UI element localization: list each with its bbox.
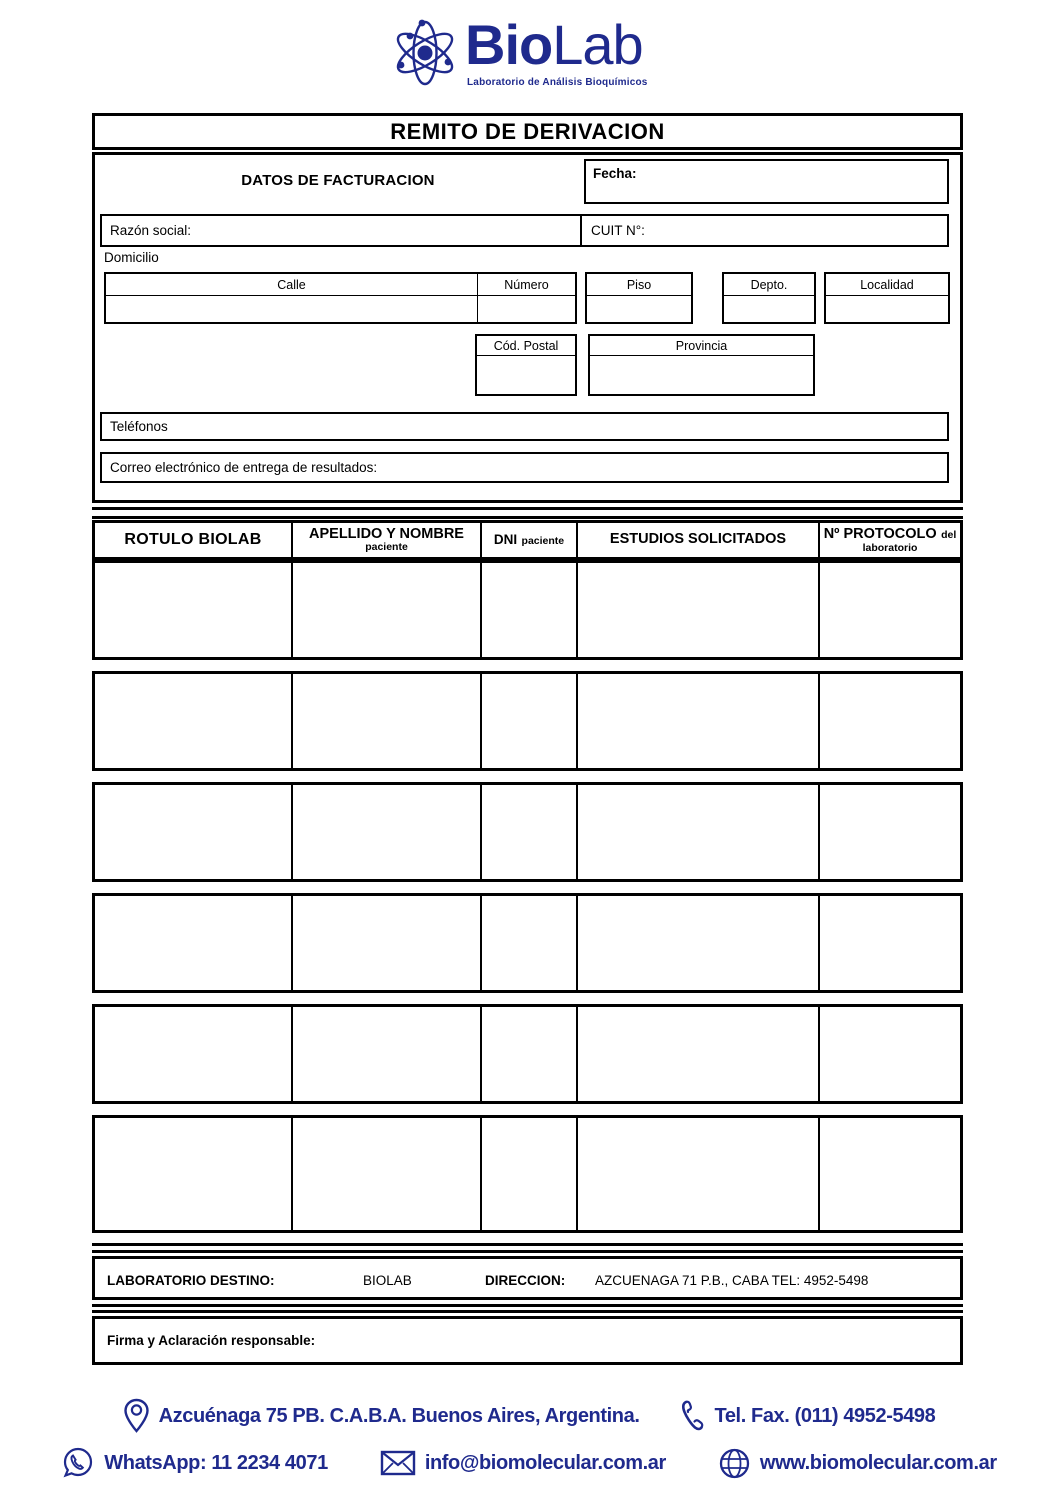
table-cell-estudios[interactable] xyxy=(576,785,818,879)
signature-field[interactable] xyxy=(92,1316,963,1365)
table-cell-dni[interactable] xyxy=(480,674,576,768)
biolab-logo xyxy=(391,14,648,92)
table-cell-rotulo[interactable] xyxy=(95,785,291,879)
localidad-field xyxy=(824,272,950,324)
piso-label: Piso xyxy=(587,274,691,296)
razon-cuit-row xyxy=(100,214,949,247)
table-cell-protocolo[interactable] xyxy=(818,674,960,768)
col-rotulo-title: ROTULO BIOLAB xyxy=(124,530,262,548)
localidad-label: Localidad xyxy=(826,274,948,296)
localidad-input[interactable] xyxy=(826,296,948,322)
depto-input[interactable] xyxy=(724,296,814,322)
separator-bar-top xyxy=(92,507,963,519)
direccion-value: AZCUENAGA 71 P.B., CABA TEL: 4952-5498 xyxy=(595,1273,869,1288)
table-cell-estudios[interactable] xyxy=(576,563,818,657)
cod-postal-input[interactable] xyxy=(477,356,575,394)
numero-input[interactable] xyxy=(477,296,575,322)
numero-label: Número xyxy=(477,274,575,296)
telefonos-field[interactable] xyxy=(100,412,949,441)
logo-subtitle: Laboratorio de Análisis Bioquímicos xyxy=(467,77,648,88)
table-row xyxy=(92,893,963,993)
telefonos-label: Teléfonos xyxy=(110,419,168,434)
col-protocolo-sub: laboratorio xyxy=(862,541,918,554)
table-body xyxy=(92,560,963,1233)
table-cell-rotulo[interactable] xyxy=(95,896,291,990)
footer-address-text: Azcuénaga 75 PB. C.A.B.A. Buenos Aires, Argentina. xyxy=(158,1404,640,1427)
table-cell-estudios[interactable] xyxy=(576,1007,818,1101)
signature-label: Firma y Aclaración responsable: xyxy=(107,1333,316,1348)
provincia-field xyxy=(588,334,815,396)
domicilio-label: Domicilio xyxy=(104,250,159,265)
cod-postal-label: Cód. Postal xyxy=(477,336,575,356)
table-cell-estudios[interactable] xyxy=(576,674,818,768)
table-cell-rotulo[interactable] xyxy=(95,674,291,768)
calle-label: Calle xyxy=(106,274,477,296)
billing-section xyxy=(92,152,963,503)
table-header xyxy=(92,520,963,560)
table-cell-rotulo[interactable] xyxy=(95,1118,291,1230)
footer-telfax-text: Tel. Fax. (011) 4952-5498 xyxy=(714,1404,936,1427)
table-row xyxy=(92,782,963,882)
col-dni-title: DNI paciente xyxy=(493,531,565,547)
table-cell-apellido[interactable] xyxy=(291,674,480,768)
atom-icon xyxy=(391,14,459,92)
piso-input[interactable] xyxy=(587,296,691,322)
cod-postal-field xyxy=(475,334,577,396)
table-cell-protocolo[interactable] xyxy=(818,785,960,879)
table-cell-protocolo[interactable] xyxy=(818,896,960,990)
footer-address xyxy=(123,1398,640,1434)
provincia-input[interactable] xyxy=(590,356,813,394)
table-cell-apellido[interactable] xyxy=(291,1007,480,1101)
col-protocolo-header xyxy=(818,523,960,557)
table-row xyxy=(92,560,963,660)
destination-row xyxy=(92,1256,963,1300)
calle-numero-field xyxy=(104,272,577,324)
cuit-label: CUIT N°: xyxy=(591,223,645,238)
table-row xyxy=(92,671,963,771)
col-apellido-title: APELLIDO Y NOMBRE xyxy=(309,525,464,542)
table-cell-estudios[interactable] xyxy=(576,896,818,990)
location-pin-icon xyxy=(123,1398,150,1434)
table-cell-dni[interactable] xyxy=(480,563,576,657)
provincia-label: Provincia xyxy=(590,336,813,356)
separator-bar-mid1 xyxy=(92,1243,963,1253)
calle-input[interactable] xyxy=(106,296,477,322)
col-apellido-sub: paciente xyxy=(365,541,408,554)
footer-line-2 xyxy=(0,1442,1058,1484)
col-estudios-header xyxy=(576,523,818,557)
table-cell-protocolo[interactable] xyxy=(818,1118,960,1230)
globe-icon xyxy=(718,1447,751,1480)
footer-line-1 xyxy=(0,1395,1058,1437)
correo-label: Correo electrónico de entrega de resultados: xyxy=(110,460,378,475)
table-row xyxy=(92,1004,963,1104)
footer-whatsapp xyxy=(61,1446,328,1480)
whatsapp-icon xyxy=(61,1446,95,1480)
lab-destino-label: LABORATORIO DESTINO: xyxy=(107,1273,275,1288)
table-cell-apellido[interactable] xyxy=(291,1118,480,1230)
correo-field[interactable] xyxy=(100,452,949,483)
envelope-icon xyxy=(380,1449,416,1477)
footer-email-text: info@biomolecular.com.ar xyxy=(424,1451,666,1474)
depto-label: Depto. xyxy=(724,274,814,296)
table-cell-dni[interactable] xyxy=(480,785,576,879)
logo-text xyxy=(465,14,648,88)
col-estudios-title: ESTUDIOS SOLICITADOS xyxy=(609,531,787,548)
table-cell-dni[interactable] xyxy=(480,896,576,990)
table-cell-apellido[interactable] xyxy=(291,896,480,990)
table-cell-dni[interactable] xyxy=(480,1007,576,1101)
table-cell-estudios[interactable] xyxy=(576,1118,818,1230)
footer-website-text: www.biomolecular.com.ar xyxy=(759,1451,997,1474)
table-cell-apellido[interactable] xyxy=(291,563,480,657)
cuit-field[interactable] xyxy=(580,216,947,245)
direccion-label: DIRECCION: xyxy=(485,1273,566,1288)
brand-name: BioLab xyxy=(465,13,643,76)
table-cell-protocolo[interactable] xyxy=(818,1007,960,1101)
billing-section-title: DATOS DE FACTURACION xyxy=(241,172,435,189)
col-protocolo-title: Nº PROTOCOLO del xyxy=(823,526,957,543)
fecha-label: Fecha: xyxy=(593,166,637,181)
piso-field xyxy=(585,272,693,324)
col-dni-header xyxy=(480,523,576,557)
footer-website xyxy=(718,1447,997,1480)
razon-social-field[interactable] xyxy=(102,216,580,245)
fecha-field[interactable] xyxy=(584,159,949,204)
footer-email xyxy=(380,1449,666,1477)
footer-whatsapp-text: WhatsApp: 11 2234 4071 xyxy=(104,1451,328,1474)
separator-bar-mid2 xyxy=(92,1304,963,1313)
phone-icon xyxy=(679,1399,705,1433)
table-cell-protocolo[interactable] xyxy=(818,563,960,657)
table-row xyxy=(92,1115,963,1233)
table-cell-apellido[interactable] xyxy=(291,785,480,879)
table-cell-dni[interactable] xyxy=(480,1118,576,1230)
lab-destino-value: BIOLAB xyxy=(363,1273,412,1288)
col-rotulo-header xyxy=(95,523,291,557)
table-cell-rotulo[interactable] xyxy=(95,1007,291,1101)
form-title: REMITO DE DERIVACION xyxy=(92,113,963,150)
razon-social-label: Razón social: xyxy=(110,223,192,238)
table-cell-rotulo[interactable] xyxy=(95,563,291,657)
footer-telfax xyxy=(679,1399,935,1433)
depto-field xyxy=(722,272,816,324)
col-apellido-header xyxy=(291,523,480,557)
